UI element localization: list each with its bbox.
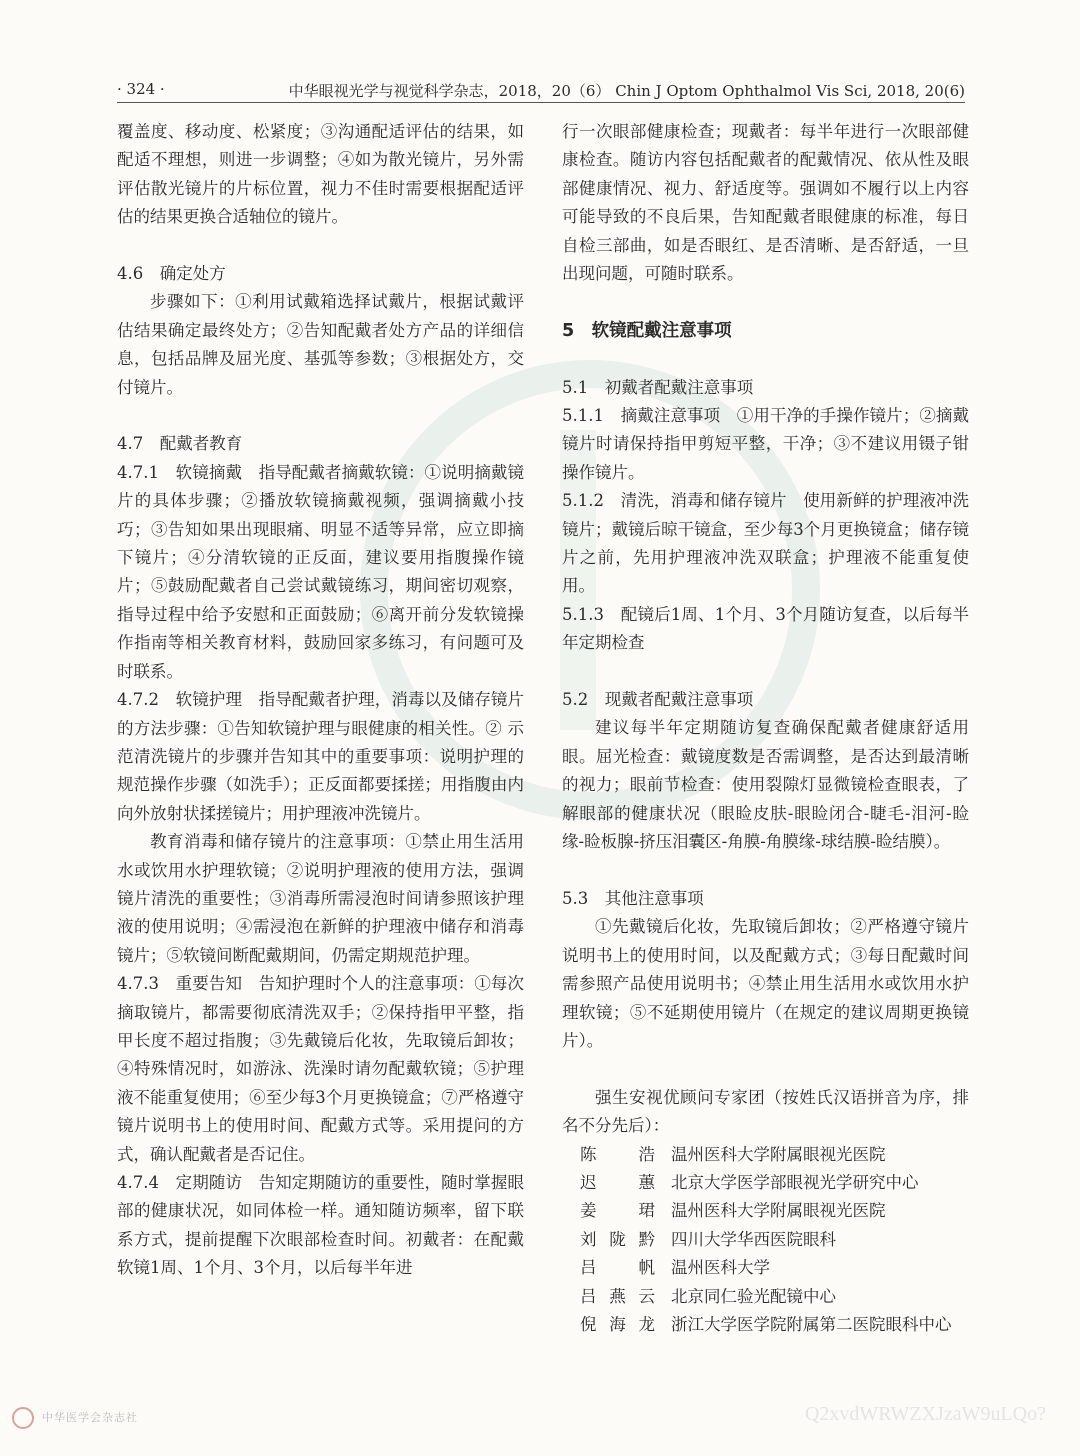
- expert-name: 刘陇黔: [580, 1229, 655, 1249]
- section-heading-4-6: 4.6 确定处方: [117, 264, 226, 284]
- paragraph-5-1-1: 5.1.1 摘戴注意事项 ①用干净的手操作镜片；②摘戴镜片时请保持指甲剪短平整，干净；③不建议用镊子钳操作镜片。: [562, 406, 969, 482]
- expert-row: [562, 1169, 969, 1197]
- expert-name: 姜珺: [580, 1201, 655, 1221]
- paragraph-4-7-1: 4.7.1 软镜摘戴 指导配戴者摘戴软镜：①说明摘戴镜片的具体步骤；②播放软镜摘戴视频，强调摘戴小技巧；③告知如果出现眼痛、明显不适等异常，应立即摘下镜片；④分清软镜的正反面，建议要用指腹操作镜片；⑤鼓励配戴者自己尝试戴镜练习，期间密切观察，指导过程中给予安慰和正面鼓励；⑥离开前分发软镜操作指南等相关教育材料，鼓励回家多练习，有问题可及时联系。: [117, 462, 524, 681]
- section-heading-5-2: 5.2 现戴者配戴注意事项: [562, 690, 754, 710]
- expert-org: 温州医科大学: [671, 1258, 770, 1278]
- page-footer: [0, 1395, 1080, 1435]
- publisher-text: 中华医学会杂志社: [42, 1411, 138, 1424]
- page-number: · 324 ·: [117, 80, 165, 98]
- section-heading-4-7: 4.7 配戴者教育: [117, 434, 243, 454]
- expert-name: 迟蕙: [580, 1172, 655, 1192]
- paragraph: ①先戴镜后化妆，先取镜后卸妆；②严格遵守镜片说明书上的使用时间，以及配戴方式；③每日配戴时间需参照产品使用说明书；④禁止用生活用水或饮用水护理软镜；⑤不延期使用镜片（在规定的建议周期更换镜片）。: [562, 917, 969, 1050]
- expert-name: 倪海龙: [580, 1314, 655, 1334]
- section-heading-5-1: 5.1 初戴者配戴注意事项: [562, 377, 754, 397]
- section-heading-5-3: 5.3 其他注意事项: [562, 888, 704, 908]
- section-heading-5: 5 软镜配戴注意事项: [562, 320, 732, 341]
- expert-row: [562, 1254, 969, 1282]
- expert-org: 温州医科大学附属眼视光医院: [671, 1144, 886, 1164]
- paragraph: 覆盖度、移动度、松紧度；③沟通配适评估的结果，如配适不理想，则进一步调整；④如为散光镜片，另外需评估散光镜片的片标位置，视力不佳时需要根据配适评估的结果更换合适轴位的镜片。: [117, 122, 524, 227]
- expert-org: 四川大学华西医院眼科: [671, 1229, 836, 1249]
- paragraph: 教育消毒和储存镜片的注意事项：①禁止用生活用水或饮用水护理软镜；②说明护理液的使用方法，强调镜片清洗的重要性；③消毒所需浸泡时间请参照该护理液的使用说明；④需浸泡在新鲜的护理液中储存和消毒镜片；⑤软镜间断配戴期间，仍需定期规范护理。: [117, 832, 524, 965]
- expert-org: 温州医科大学附属眼视光医院: [671, 1201, 886, 1221]
- expert-org: 浙江大学医学院附属第二医院眼科中心: [671, 1314, 952, 1334]
- paragraph: 步骤如下：①利用试戴箱选择试戴片，根据试戴评估结果确定最终处方；②告知配戴者处方产品的详细信息，包括品牌及屈光度、基弧等参数；③根据处方，交付镜片。: [117, 292, 524, 397]
- paragraph-4-7-4: 4.7.4 定期随访 告知定期随访的重要性，随时掌握眼部的健康状况，如同体检一样。通知随访频率，留下联系方式，提前提醒下次眼部检查时间。初戴者：在配戴软镜1周、1个月、3个月，以后每半年进: [117, 1173, 524, 1278]
- expert-row: [562, 1226, 969, 1254]
- expert-org: 北京大学医学部眼视光学研究中心: [671, 1172, 919, 1192]
- expert-panel-intro: 强生安视优顾问专家团（按姓氏汉语拼音为序，排名不分先后）：: [562, 1087, 969, 1136]
- watermark-code: Q2xvdWRWZXJzaW9uLQo?: [804, 1403, 1046, 1425]
- expert-name: 吕燕云: [580, 1286, 655, 1306]
- expert-row: [562, 1283, 969, 1311]
- paragraph-4-7-2: 4.7.2 软镜护理 指导配戴者护理，消毒以及储存镜片的方法步骤：①告知软镜护理与眼健康的相关性。② 示范清洗镜片的步骤并告知其中的重要事项：说明护理的规范操作步骤（如洗手）；正反面都要揉搓；用指腹由内向外放射状揉搓镜片；用护理液冲洗镜片。: [117, 690, 524, 823]
- paragraph-5-1-2: 5.1.2 清洗，消毒和储存镜片 使用新鲜的护理液冲洗镜片；戴镜后晾干镜盒，至少每3个月更换镜盒；储存镜片之前，先用护理液冲洗双联盒；护理液不能重复使用。: [562, 491, 969, 596]
- paragraph: 建议每半年定期随访复查确保配戴者健康舒适用眼。屈光检查：戴镜度数是否需调整，是否达到最清晰的视力；眼前节检查：使用裂隙灯显微镜检查眼表，了解眼部的健康状况（眼睑皮肤-眼睑闭合-睫毛-泪河-睑缘-睑板腺-挤压泪囊区-角膜-角膜缘-球结膜-睑结膜）。: [562, 718, 969, 852]
- publisher-logo-icon: [12, 1407, 34, 1429]
- expert-row: [562, 1311, 969, 1339]
- running-header: [117, 78, 965, 103]
- expert-org: 北京同仁验光配镜中心: [671, 1286, 836, 1306]
- paragraph-4-7-3: 4.7.3 重要告知 告知护理时个人的注意事项：①每次摘取镜片，都需要彻底清洗双手；②保持指甲平整，指甲长度不超过指腹；③先戴镜后化妆，先取镜后卸妆；④特殊情况时，如游泳、洗澡时请勿配戴软镜；⑤护理液不能重复使用；⑥至少每3个月更换镜盒；⑦严格遵守镜片说明书上的使用时间、配戴方式等。采用提问的方式，确认配戴者是否记住。: [117, 974, 524, 1164]
- left-column: [117, 118, 524, 1283]
- journal-citation: 中华眼视光学与视觉科学杂志，2018，20（6） Chin J Optom Ophthalmol Vis Sci, 2018, 20(6): [288, 82, 965, 100]
- paragraph-5-1-3: 5.1.3 配镜后1周、1个月、3个月随访复查，以后每半年定期检查: [562, 604, 969, 653]
- expert-name: 吕帆: [580, 1258, 655, 1278]
- expert-row: [562, 1141, 969, 1169]
- right-column: [562, 118, 969, 1339]
- expert-row: [562, 1197, 969, 1225]
- paragraph: 行一次眼部健康检查；现戴者：每半年进行一次眼部健康检查。随访内容包括配戴者的配戴情况、依从性及眼部健康情况、视力、舒适度等。强调如不履行以上内容可能导致的不良后果，告知配戴者眼健康的标准，每日自检三部曲，如是否眼红、是否清晰、是否舒适，一旦出现问题，可随时联系。: [562, 122, 969, 284]
- expert-name: 陈浩: [580, 1144, 655, 1164]
